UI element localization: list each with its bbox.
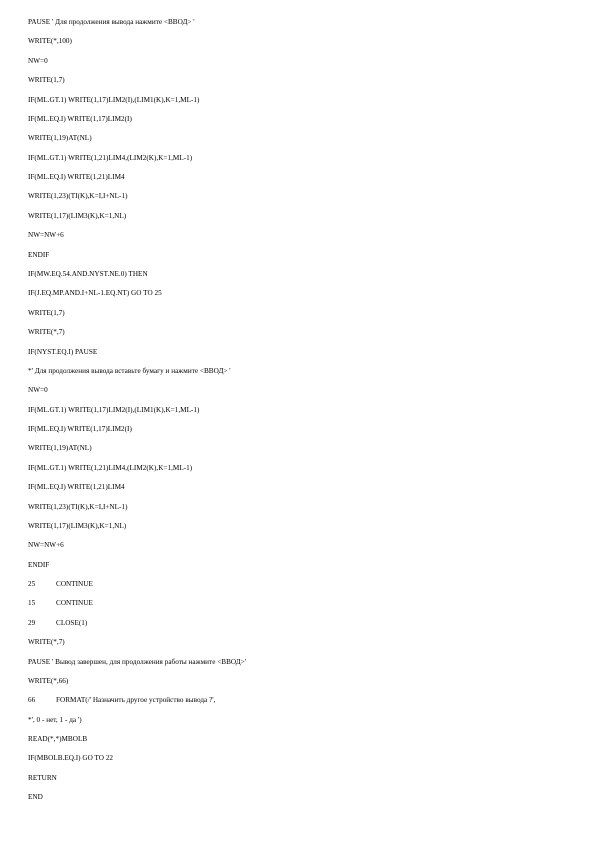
statement-label: 25: [28, 580, 36, 588]
code-line: ENDIF: [28, 250, 50, 259]
code-line: *', 0 - нет, 1 - да '): [28, 715, 82, 724]
code-line: READ(*,*)MBOLB: [28, 735, 88, 744]
code-line: WRITE(1,7): [28, 308, 65, 317]
code-line: IF(ML.EQ.I) WRITE(1,21)LIM4: [28, 483, 125, 492]
code-line: END: [28, 793, 43, 802]
code-line: WRITE(*,100): [28, 37, 72, 46]
code-line: IF(ML.GT.1) WRITE(1,17)LIM2(I),(LIM1(K),K=1,ML-1): [28, 405, 200, 414]
code-line: WRITE(1,7): [28, 76, 65, 85]
code-line: WRITE(1,17)(LIM3(K),K=1,NL): [28, 211, 127, 220]
statement-text: CLOSE(1): [56, 618, 88, 627]
code-line: IF(ML.EQ.I) WRITE(1,21)LIM4: [28, 173, 125, 181]
code-line: WRITE(*,7): [28, 328, 65, 337]
code-line: NW=NW+6: [28, 541, 64, 550]
code-line: [28, 619, 87, 628]
code-line: WRITE(*,7): [28, 638, 65, 647]
code-line: [28, 580, 93, 589]
code-line: ENDIF: [28, 560, 50, 569]
code-line: WRITE(1,23)(TI(K),K=I,I+NL-1): [28, 502, 128, 511]
code-line: IF(NYST.EQ.I) PAUSE: [28, 347, 98, 356]
statement-text: CONTINUE: [56, 580, 93, 588]
code-line: PAUSE ' Для продолжения вывода нажмите <ВВОД> ': [28, 18, 195, 26]
code-line: NW=NW+6: [28, 231, 64, 240]
code-line: WRITE(1,23)(TI(K),K=I,I+NL-1): [28, 192, 128, 201]
code-line: IF(ML.GT.1) WRITE(1,21)LIM4,(LIM2(K),K=1,ML-1): [28, 153, 193, 162]
code-line: NW=0: [28, 386, 48, 395]
code-line: IF(ML.GT.1) WRITE(1,17)LIM2(I),(LIM1(K),K=1,ML-1): [28, 95, 200, 104]
statement-label: 15: [28, 599, 36, 608]
code-line: WRITE(1,19)AT(NL): [28, 444, 92, 453]
code-line: IF(ML.GT.1) WRITE(1,21)LIM4,(LIM2(K),K=1,ML-1): [28, 463, 193, 472]
statement-text: CONTINUE: [56, 599, 93, 608]
code-line: WRITE(1,19)AT(NL): [28, 134, 92, 143]
code-line: PAUSE ' Вывод завершен, для продолжения работы нажмите <ВВОД>': [28, 657, 247, 666]
code-line: IF(MBOLB.EQ.I) GO TO 22: [28, 754, 114, 763]
code-line: *' Для продолжения вывода вставьте бумагу и нажмите <ВВОД> ': [28, 366, 231, 375]
code-line: WRITE(1,17)(LIM3(K),K=1,NL): [28, 521, 127, 530]
code-line: IF(ML.EQ.I) WRITE(1,17)LIM2(I): [28, 425, 132, 433]
code-line: RETURN: [28, 773, 57, 782]
statement-label: 29: [28, 618, 36, 627]
code-line: NW=0: [28, 56, 48, 65]
code-line: IF(J.EQ.MP.AND.I+NL-1.EQ.NT) GO TO 25: [28, 289, 162, 298]
code-line: IF(ML.EQ.I) WRITE(1,17)LIM2(I): [28, 114, 132, 123]
code-line: [28, 599, 93, 608]
statement-label: 66: [28, 696, 36, 705]
code-line: IF(MW.EQ.54.AND.NYST.NE.0) THEN: [28, 269, 148, 278]
code-line: [28, 696, 215, 705]
code-line: WRITE(*,66): [28, 676, 69, 685]
statement-text: FORMAT(/' Назначить другое устройство вывода ?',: [56, 696, 216, 705]
